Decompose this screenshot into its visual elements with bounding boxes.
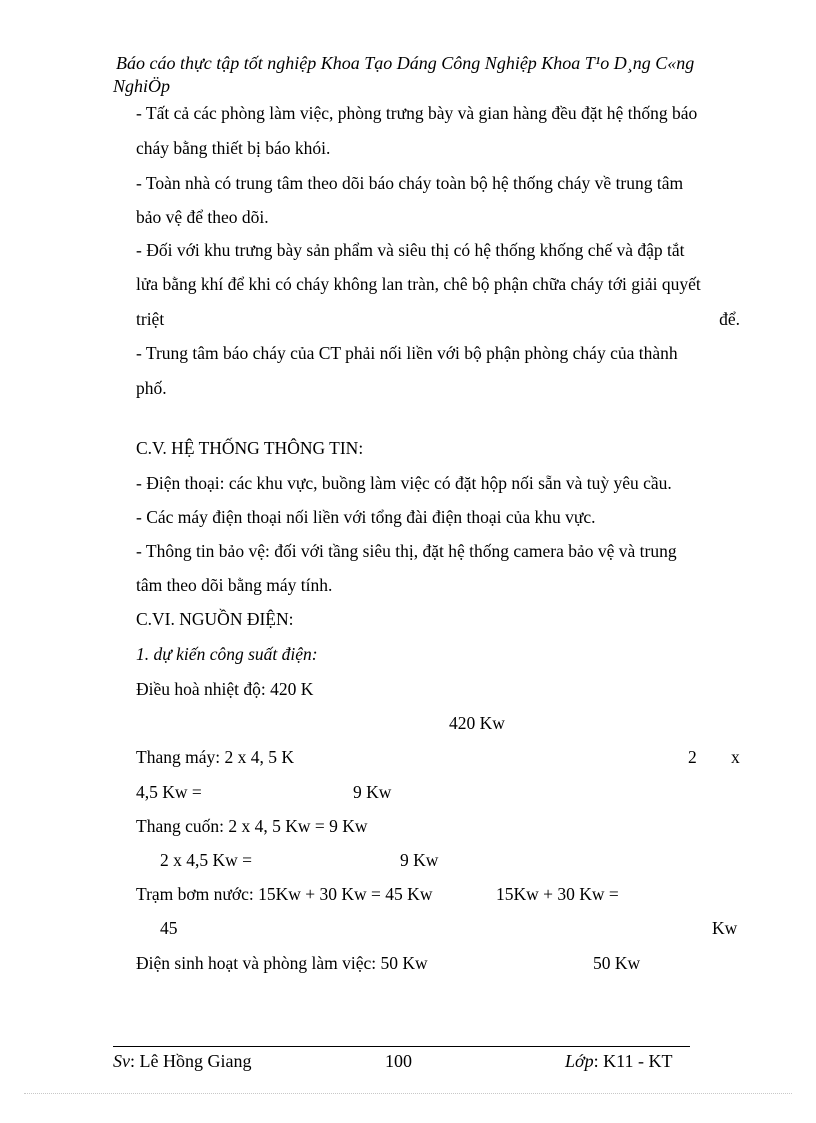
paragraph-6: - Các máy điện thoại nối liền với tổng đài điện thoại của khu vực. [136,507,596,527]
power-line-6-right: 9 Kw [400,850,439,870]
paragraph-3-line-2: lửa bằng khí để khi có cháy không lan tràn, chê bộ phận chữa cháy tới giải quyết [136,274,701,294]
footer-class [565,1051,672,1072]
footer-lop-label: Lớp [565,1051,594,1071]
text: - Tất cả các phòng làm việc, phòng trưng bày và gian hàng đều đặt hệ thống báo [136,103,698,123]
power-line-6-left: 2 x 4,5 Kw = [160,850,253,870]
power-line-8-right: Kw [712,918,738,938]
power-line-7-right: 15Kw + 30 Kw = [496,884,619,904]
paragraph-4-line-1: - Trung tâm báo cháy của CT phải nối liền với bộ phận phòng cháy của thành [136,343,678,363]
paragraph-3-line-3 [136,309,740,330]
section-heading-cv: C.V. HỆ THỐNG THÔNG TIN: [136,438,364,458]
power-line-3-left: Thang máy: 2 x 4, 5 K [136,747,294,767]
power-line-7-left: Trạm bơm nước: 15Kw + 30 Kw = 45 Kw [136,884,433,904]
text-right: để. [719,309,740,329]
page-number: 100 [385,1051,412,1071]
power-line-4-left: 4,5 Kw = [136,782,202,802]
paragraph-5: - Điện thoại: các khu vực, buồng làm việc có đặt hộp nối sẵn và tuỳ yêu cầu. [136,473,672,493]
footer-lop-value: : K11 - KT [593,1051,673,1071]
power-line-9-right: 50 Kw [593,953,641,973]
paragraph-7-line-2: tâm theo dõi bằng máy tính. [136,575,333,595]
footer-rule [113,1046,690,1047]
header-line-2: NghiÖp [113,76,171,96]
footer-sv-label: Sv [113,1051,130,1071]
power-line-3-right: x [731,747,740,767]
paragraph-7-line-1: - Thông tin bảo vệ: đối với tầng siêu thị, đặt hệ thống camera bảo vệ và trung [136,541,677,561]
section-heading-cvi: C.VI. NGUỒN ĐIỆN: [136,609,294,629]
power-line-9-left: Điện sinh hoạt và phòng làm việc: 50 Kw [136,953,428,973]
paragraph-2-line-1: - Toàn nhà có trung tâm theo dõi báo cháy toàn bộ hệ thống cháy về trung tâm [136,173,684,193]
text-left: triệt [136,309,165,329]
paragraph-2-line-2: bảo vệ để theo dõi. [136,207,269,227]
subheading-power-estimate: 1. dự kiến công suất điện: [136,644,318,664]
power-line-2: 420 Kw [449,713,505,733]
power-line-1: Điều hoà nhiệt độ: 420 K [136,679,314,699]
paragraph-3-line-1: - Đối với khu trưng bày sản phẩm và siêu thị có hệ thống khống chế và đập tắt [136,240,685,260]
header-line-1: Báo cáo thực tập tốt nghiệp Khoa Tạo Dáng Công Nghiệp Khoa T¹o D¸ng C«ng [116,53,695,73]
power-line-8-left: 45 [160,918,178,938]
paragraph-1-line-2: cháy bằng thiết bị báo khói. [136,138,331,158]
power-line-4-right: 9 Kw [353,782,392,802]
footer-sv-name: : Lê Hồng Giang [130,1051,252,1071]
page-bottom-dotted-border [24,1093,792,1094]
footer-student [113,1051,251,1072]
paragraph-4-line-2: phố. [136,378,167,398]
power-line-5: Thang cuốn: 2 x 4, 5 Kw = 9 Kw [136,816,368,836]
power-line-3-mid: 2 [688,747,697,767]
paragraph-1-line-1 [136,103,740,124]
